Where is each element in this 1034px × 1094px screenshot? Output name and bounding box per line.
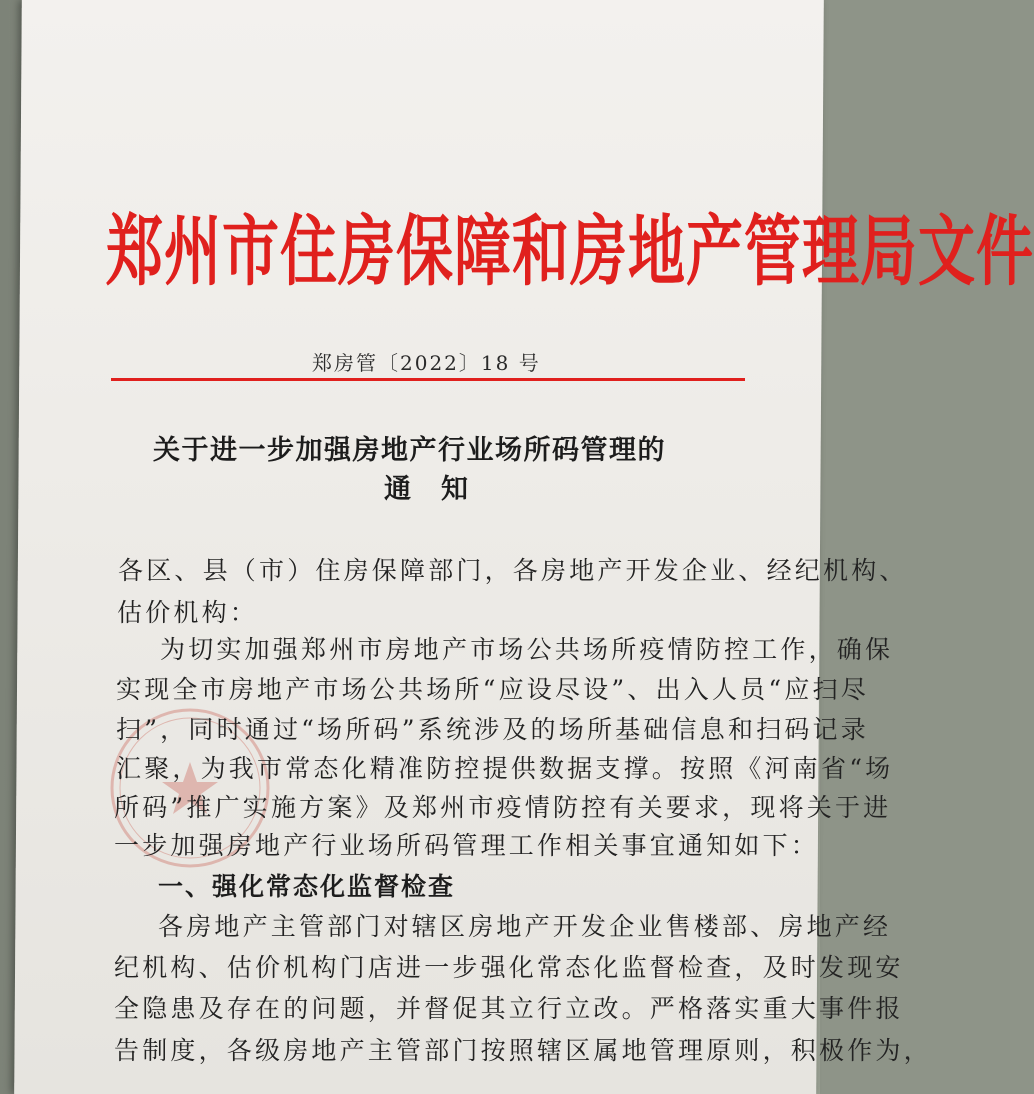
section-line-4: 告制度，各级房地产主管部门按照辖区属地管理原则，积极作为， xyxy=(114,1036,932,1065)
red-divider-line xyxy=(111,378,745,381)
notice-title-line-2: 通 知 xyxy=(384,474,470,505)
document-number: 郑房管〔2022〕18 号 xyxy=(312,351,541,375)
section-line-2: 纪机构、估价机构门店进一步强化常态化监督检查，及时发现安 xyxy=(114,953,904,982)
section-line-3: 全隐患及存在的问题，并督促其立行立改。严格落实重大事件报 xyxy=(114,994,904,1023)
notice-title-line-1: 关于进一步加强房地产行业场所码管理的 xyxy=(153,435,666,466)
section-heading-1: 一、强化常态化监督检查 xyxy=(158,872,456,901)
body-line-6: 汇聚，为我市常态化精准防控提供数据支撑。按照《河南省“场 xyxy=(116,754,894,783)
body-line-5: 扫”，同时通过“场所码”系统涉及的场所基础信息和扫码记录 xyxy=(116,715,869,744)
body-line-1: 各区、县（市）住房保障部门，各房地产开发企业、经纪机构、 xyxy=(118,556,908,585)
section-line-1: 各房地产主管部门对辖区房地产开发企业售楼部、房地产经 xyxy=(158,912,892,941)
body-line-7: 所码”推广实施方案》及郑州市疫情防控有关要求，现将关于进 xyxy=(114,793,892,822)
body-line-8: 一步加强房地产行业场所码管理工作相关事宜通知如下： xyxy=(114,831,820,860)
body-line-3: 为切实加强郑州市房地产市场公共场所疫情防控工作，确保 xyxy=(160,635,894,664)
body-line-2: 估价机构： xyxy=(117,598,259,627)
body-line-4: 实现全市房地产市场公共场所“应设尽设”、出入人员“应扫尽 xyxy=(116,675,869,704)
org-red-header: 郑州市住房保障和房地产管理局文件 xyxy=(106,207,1034,297)
